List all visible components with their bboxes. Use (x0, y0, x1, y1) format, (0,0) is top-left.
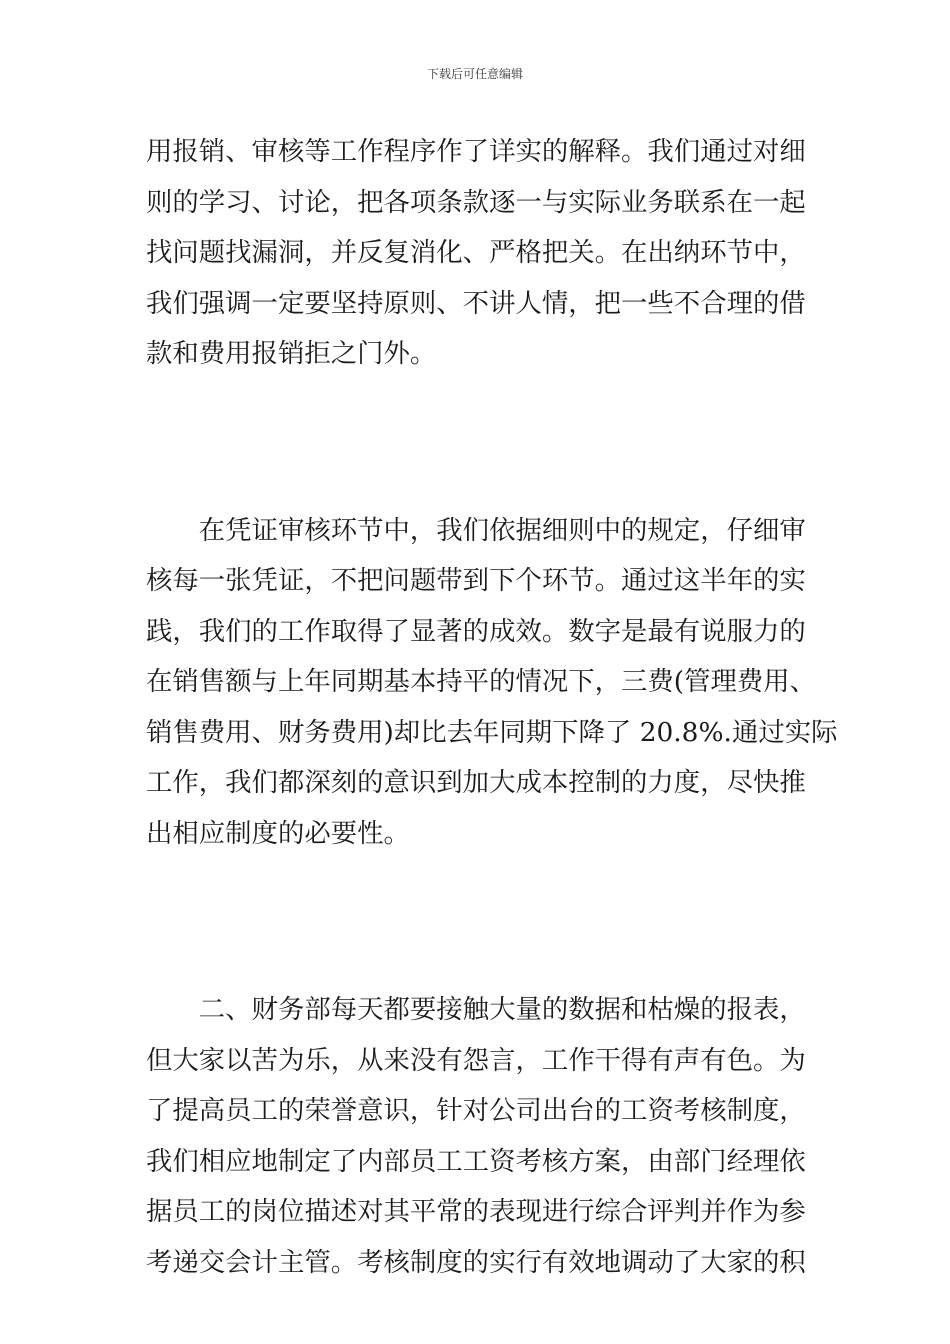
paragraph (146, 985, 808, 1288)
text-line: 用报销、审核等工作程序作了详实的解释。我们通过对细 (146, 136, 806, 167)
text-line: 但大家以苦为乐，从来没有怨言，工作干得有声有色。为 (146, 1044, 806, 1076)
text-line: 出相应制度的必要性。 (146, 817, 410, 849)
text-line: 核每一张凭证，不把问题带到下个环节。通过这半年的实 (146, 565, 806, 596)
text-line: 在凭证审核环节中，我们依据细则中的规定，仔细审 (146, 514, 806, 546)
text-line: 据员工的岗位描述对其平常的表现进行综合评判并作为参 (146, 1196, 806, 1227)
text-line: 考递交会计主管。考核制度的实行有效地调动了大家的积 (146, 1246, 806, 1278)
text-line: 则的学习、讨论，把各项条款逐一与实际业务联系在一起 (146, 186, 806, 218)
page-header: 下载后可任意编辑 (426, 67, 523, 81)
text-line: 工作，我们都深刻的意识到加大成本控制的力度，尽快推 (146, 767, 806, 798)
paragraph (146, 127, 808, 380)
text-line: 款和费用报销拒之门外。 (146, 338, 437, 369)
paragraph-spacer (146, 380, 808, 506)
text-line: 找问题找漏洞，并反复消化、严格把关。在出纳环节中， (146, 237, 806, 268)
text-line: 在销售额与上年同期基本持平的情况下，三费(管理费用、 (146, 666, 817, 697)
text-line: 我们强调一定要坚持原则、不讲人情，把一些不合理的借 (146, 287, 806, 319)
text-line: 我们相应地制定了内部员工工资考核方案，由部门经理依 (146, 1145, 806, 1177)
text-line: 二、财务部每天都要接触大量的数据和枯燥的报表， (146, 994, 806, 1025)
text-line: 销售费用、财务费用)却比去年同期下降了 20.8%.通过实际 (146, 716, 838, 748)
document-body (146, 127, 838, 1288)
paragraph-spacer (146, 859, 808, 985)
text-line: 了提高员工的荣誉意识，针对公司出台的工资考核制度， (146, 1095, 806, 1126)
paragraph (146, 506, 838, 860)
text-line: 践，我们的工作取得了显著的成效。数字是最有说服力的 (146, 615, 806, 647)
